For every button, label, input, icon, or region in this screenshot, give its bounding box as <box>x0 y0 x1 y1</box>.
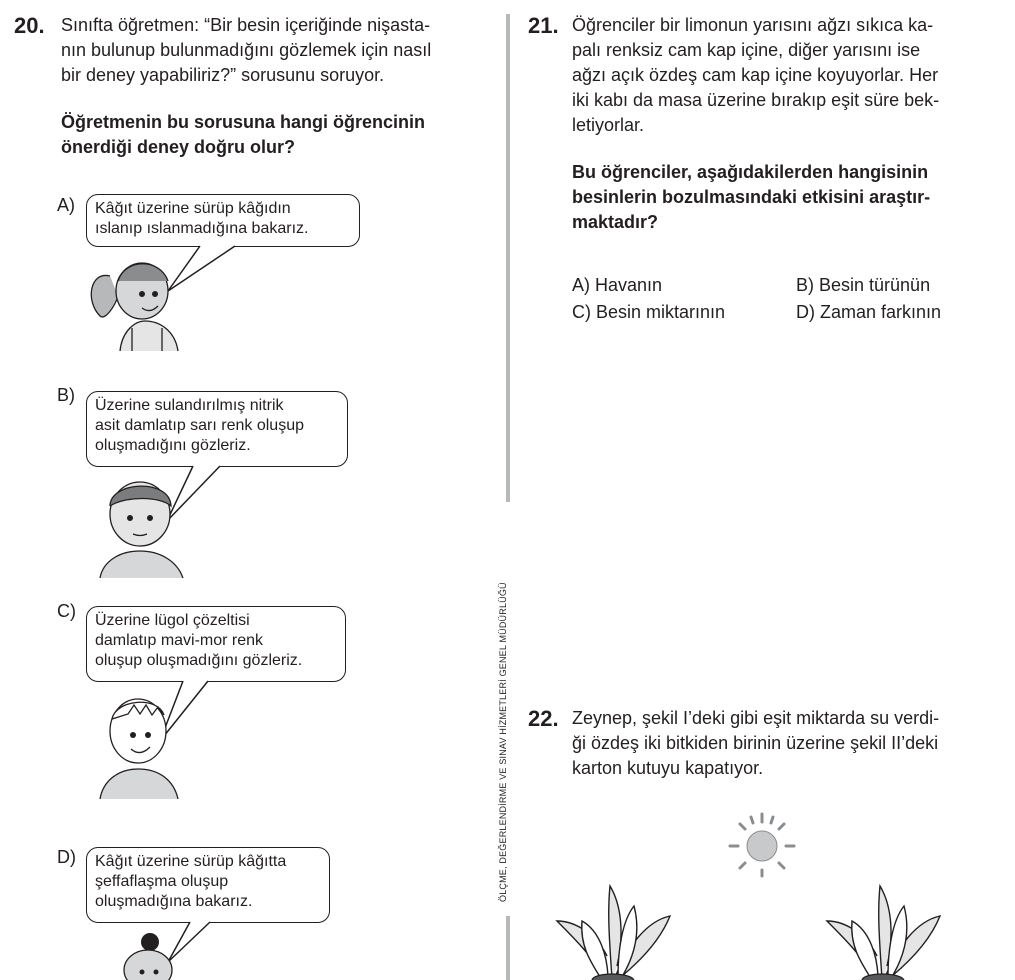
student-figure-a <box>80 246 220 356</box>
question-22-number: 22. <box>528 706 559 731</box>
bubble-line: damlatıp mavi-mor renk <box>95 632 264 649</box>
q21-answer-a[interactable]: A) Havanın <box>572 275 663 295</box>
question-20-prompt <box>61 110 491 160</box>
q21-answer-d[interactable]: D) Zaman farkının <box>796 302 942 322</box>
q20-line: bir deney yapabiliriz?” sorusunu soruyor. <box>61 65 385 85</box>
student-figure-c <box>98 681 208 801</box>
q20-line: nın bulunup bulunmadığını gözlemek için nasıl <box>61 40 432 60</box>
q20-prompt-line: önerdiği deney doğru olur? <box>61 137 295 157</box>
q21-line: Öğrenciler bir limonun yarısını ağzı sıkıca ka- <box>572 15 934 35</box>
bubble-line: ıslanıp ıslanmadığına bakarız. <box>95 220 309 237</box>
plant-icon-right <box>822 876 942 980</box>
question-20-number: 20. <box>14 13 45 38</box>
q22-line: Zeynep, şekil I’deki gibi eşit miktarda su verdi- <box>572 708 940 728</box>
side-label-text: ÖLÇME, DEĞERLENDİRME VE SINAV HİZMETLERİ GENEL MÜDÜRLÜĞÜ <box>498 582 508 902</box>
bubble-line: oluşmadığına bakarız. <box>95 893 253 910</box>
q21-answer-c[interactable]: C) Besin miktarının <box>572 302 726 322</box>
column-divider-top <box>506 14 510 502</box>
student-figure-b <box>95 466 195 581</box>
option-a-speech-bubble[interactable] <box>86 194 360 247</box>
q22-line: karton kutuyu kapatıyor. <box>572 758 764 778</box>
option-b-speech-bubble[interactable] <box>86 391 348 467</box>
sun-icon <box>727 812 797 878</box>
question-21-number: 21. <box>528 13 559 38</box>
bubble-line: asit damlatıp sarı renk oluşup <box>95 417 304 434</box>
bubble-line: oluşup oluşmadığını gözleriz. <box>95 652 303 669</box>
question-21-text <box>572 13 1002 138</box>
q21-prompt-line: maktadır? <box>572 212 659 232</box>
q22-line: ği özdeş iki bitkiden birinin üzerine şekil II’deki <box>572 733 939 753</box>
question-22-text <box>572 706 1002 781</box>
bubble-line: Üzerine lügol çözeltisi <box>95 612 250 629</box>
q20-line: Sınıfta öğretmen: “Bir besin içeriğinde nişasta- <box>61 15 431 35</box>
bubble-line: Kâğıt üzerine sürüp kâğıdın <box>95 200 291 217</box>
option-b-letter[interactable]: B) <box>57 385 75 405</box>
bubble-line: Kâğıt üzerine sürüp kâğıtta <box>95 853 287 870</box>
bubble-line: şeffaflaşma oluşup <box>95 873 229 890</box>
option-a-letter[interactable]: A) <box>57 195 75 215</box>
student-figure-d <box>110 922 200 980</box>
option-c-letter[interactable]: C) <box>57 601 76 621</box>
bubble-line: oluşmadığını gözleriz. <box>95 437 251 454</box>
q21-prompt-line: Bu öğrenciler, aşağıdakilerden hangisinin <box>572 162 929 182</box>
q20-prompt-line: Öğretmenin bu sorusuna hangi öğrencinin <box>61 112 426 132</box>
column-divider-bottom <box>506 916 510 980</box>
q21-line: letiyorlar. <box>572 115 645 135</box>
plant-icon-left <box>552 876 672 980</box>
option-d-letter[interactable]: D) <box>57 847 76 867</box>
q21-line: ağzı açık özdeş cam kap içine koyuyorlar. Her <box>572 65 939 85</box>
q21-line: palı renksiz cam kap içine, diğer yarısını ise <box>572 40 921 60</box>
q21-prompt-line: besinlerin bozulmasındaki etkisini araştır- <box>572 187 931 207</box>
question-20-text <box>61 13 491 88</box>
q21-answer-b[interactable]: B) Besin türünün <box>796 275 931 295</box>
question-21-prompt <box>572 160 1002 235</box>
option-c-speech-bubble[interactable] <box>86 606 346 682</box>
q21-line: iki kabı da masa üzerine bırakıp eşit süre bek- <box>572 90 940 110</box>
bubble-line: Üzerine sulandırılmış nitrik <box>95 397 284 414</box>
option-d-speech-bubble[interactable] <box>86 847 330 923</box>
